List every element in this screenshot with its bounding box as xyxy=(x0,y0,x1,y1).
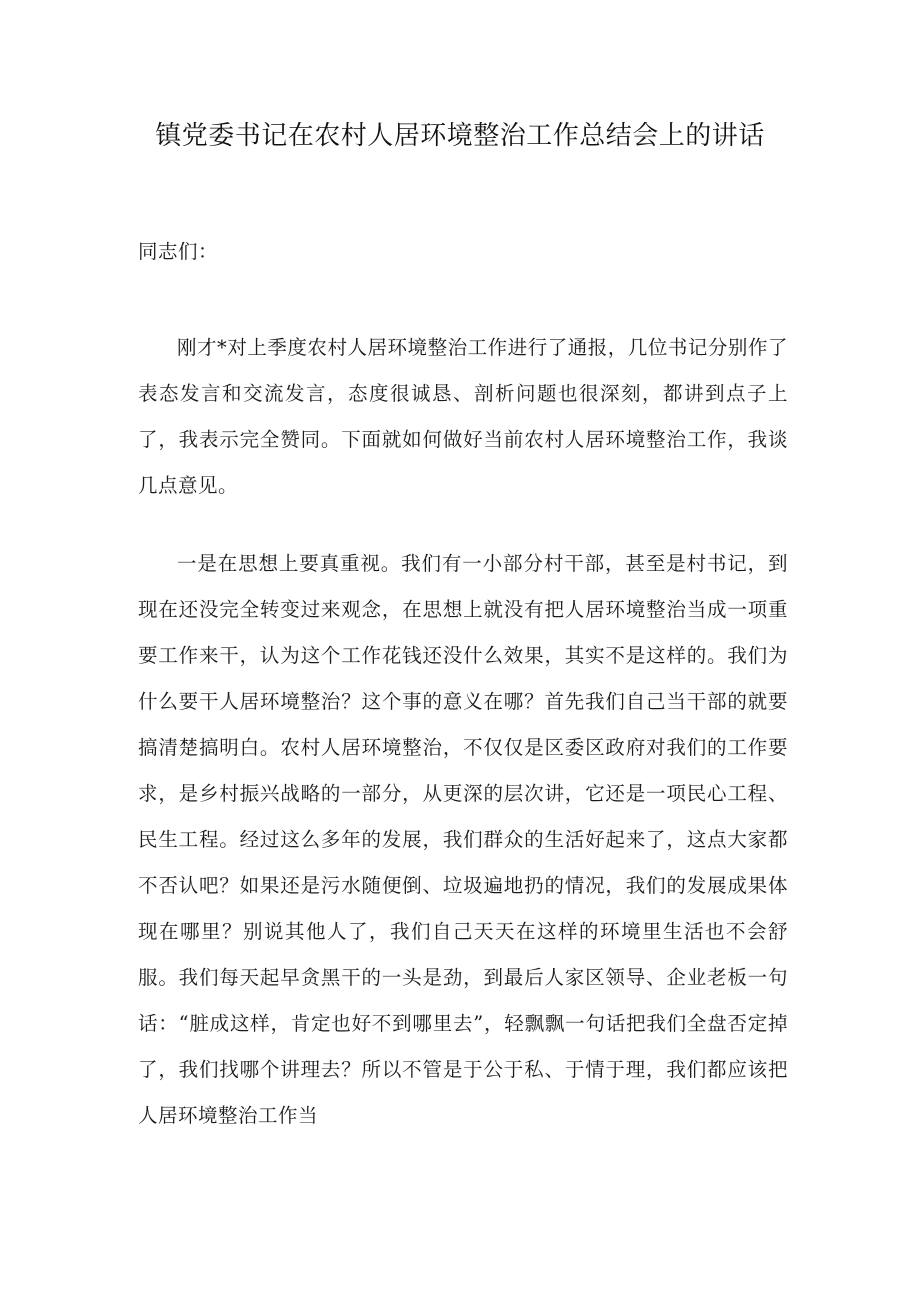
paragraph-2: 一是在思想上要真重视。我们有一小部分村干部，甚至是村书记，到现在还没完全转变过来观念，在思想上就没有把人居环境整治当成一项重要工作来干，认为这个工作花钱还没什么效果，其实不是这样的。我们为什么要干人居环境整治？这个事的意义在哪？首先我们自己当干部的就要搞清楚搞明白。农村人居环境整治，不仅仅是区委区政府对我们的工作要求，是乡村振兴战略的一部分，从更深的层次讲，它还是一项民心工程、民生工程。经过这么多年的发展，我们群众的生活好起来了，这点大家都不否认吧？如果还是污水随便倒、垃圾遍地扔的情况，我们的发展成果体现在哪里？别说其他人了，我们自己天天在这样的环境里生活也不会舒服。我们每天起早贪黑干的一头是劲，到最后人家区领导、企业老板一句话：“脏成这样，肯定也好不到哪里去”，轻飘飘一句话把我们全盘否定掉了，我们找哪个讲理去？所以不管是于公于私、于情于理，我们都应该把人居环境整治工作当 xyxy=(138,552,788,1127)
salutation: 同志们： xyxy=(138,240,219,263)
document-title: 镇党委书记在农村人居环境整治工作总结会上的讲话 xyxy=(155,121,765,151)
paragraph-1: 刚才*对上季度农村人居环境整治工作进行了通报，几位书记分别作了表态发言和交流发言，态度很诚恳、剖析问题也很深刻，都讲到点子上了，我表示完全赞同。下面就如何做好当前农村人居环境整治工作，我谈几点意见。 xyxy=(138,336,788,497)
